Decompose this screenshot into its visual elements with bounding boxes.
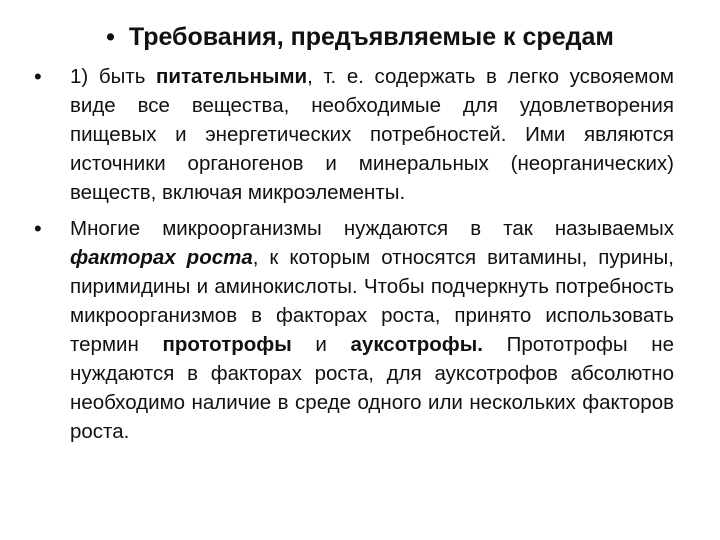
- title-bullet-icon: •: [106, 23, 115, 51]
- p1-rest: , т. е. содержать в легко усвояемом виде все вещества, необходимые для удовлетворения пищевых и энергетических потребностей. Ими являются источники органогенов и минеральных (неорганических) веществ, включая микроэлементы.: [70, 65, 674, 204]
- term-growth-factors: факторах роста: [70, 246, 253, 269]
- paragraph-nutritive: [70, 62, 674, 207]
- term-prototrophs: прототрофы: [162, 333, 292, 356]
- p2-rest: Прототрофы не нуждаются в факторах роста, для ауксотрофов абсолютно необходимо наличие в среде одного или нескольких факторов роста.: [70, 333, 674, 443]
- paragraph-growth-factors: [70, 214, 674, 446]
- bullet-icon: •: [34, 216, 42, 241]
- p2-mid1: , к которым относятся витамины, пурины, пиримидины и аминокислоты. Чтобы подчеркнуть потребность микроорганизмов в факторах роста, принято использовать термин: [70, 246, 674, 356]
- title-text: Требования, предъявляемые к средам: [128, 23, 614, 51]
- bullet-icon: •: [34, 64, 42, 89]
- term-auxotrophs: ауксотрофы.: [350, 333, 483, 356]
- slide-title: [0, 20, 720, 54]
- bullet-item-nutritive: [34, 62, 674, 207]
- p1-prefix: 1) быть: [70, 65, 156, 88]
- term-nutritive: питательными: [155, 65, 308, 88]
- bullet-item-growth-factors: [34, 214, 674, 446]
- p2-prefix: Многие микроорганизмы нуждаются в так называемых: [70, 217, 674, 240]
- p2-mid2: и: [291, 333, 351, 356]
